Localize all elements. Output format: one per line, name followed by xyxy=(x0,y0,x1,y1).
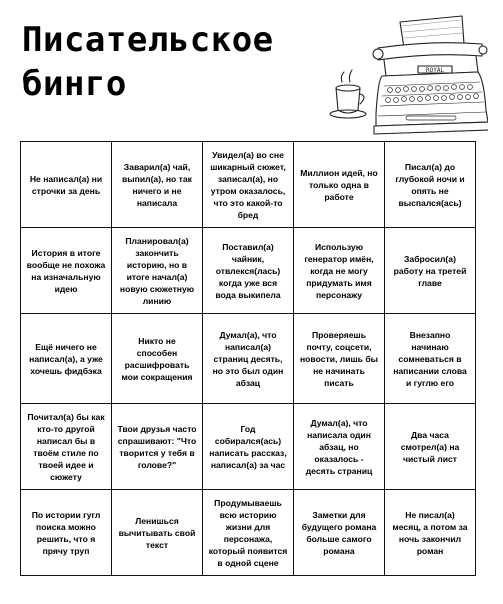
bingo-row xyxy=(21,314,476,404)
bingo-cell[interactable]: Заметки для будущего романа больше самого романа xyxy=(294,490,385,576)
bingo-cell[interactable]: Писал(а) до глубокой ночи и опять не выспался(ась) xyxy=(385,142,476,228)
bingo-row xyxy=(21,404,476,490)
typewriter-illustration xyxy=(318,6,488,140)
bingo-cell[interactable]: Заварил(а) чай, выпил(а), но так ничего и не написала xyxy=(112,142,203,228)
bingo-cell[interactable]: Твои друзья часто спрашивают: "Что творится у тебя в голове?" xyxy=(112,404,203,490)
title-line-2: бинго xyxy=(22,64,127,104)
bingo-cell[interactable]: Забросил(а) работу на третей главе xyxy=(385,228,476,314)
bingo-cell[interactable]: Не написал(а) ни строчки за день xyxy=(21,142,112,228)
bingo-row xyxy=(21,228,476,314)
bingo-cell[interactable]: Никто не способен расшифровать мои сокращения xyxy=(112,314,203,404)
coffee-cup-icon xyxy=(330,70,366,118)
bingo-cell[interactable]: Думал(а), что написал(а) страниц десять, но это был один абзац xyxy=(203,314,294,404)
bingo-cell[interactable]: История в итоге вообще не похожа на изначальную идею xyxy=(21,228,112,314)
bingo-cell[interactable]: Не писал(а) месяц, а потом за ночь закончил роман xyxy=(385,490,476,576)
bingo-cell[interactable]: Два часа смотрел(а) на чистый лист xyxy=(385,404,476,490)
bingo-cell[interactable]: Год собирался(ась) написать рассказ, написал(а) за час xyxy=(203,404,294,490)
bingo-cell[interactable]: Проверяешь почту, соцсети, новости, лишь бы не начинать писать xyxy=(294,314,385,404)
bingo-row xyxy=(21,142,476,228)
bingo-cell[interactable]: Думал(а), что написала один абзац, но оказалось - десять страниц xyxy=(294,404,385,490)
bingo-grid xyxy=(20,141,476,576)
bingo-cell[interactable]: Продумываешь всю историю жизни для персонажа, который появится в одной сцене xyxy=(203,490,294,576)
typewriter-brand: ROYAL xyxy=(426,67,445,74)
bingo-cell[interactable]: Ещё ничего не написал(а), а уже хочешь фидбэка xyxy=(21,314,112,404)
title-line-1: Писательское xyxy=(22,20,274,60)
bingo-cell[interactable]: Планировал(а) закончить историю, но в итоге начал(а) новую сюжетную линию xyxy=(112,228,203,314)
bingo-cell[interactable]: Ленишься вычитывать свой текст xyxy=(112,490,203,576)
bingo-cell[interactable]: Использую генератор имён, когда не могу придумать имя персонажу xyxy=(294,228,385,314)
bingo-cell[interactable]: Увидел(а) во сне шикарный сюжет, записал(а), но утром оказалось, что это какой-то бред xyxy=(203,142,294,228)
bingo-cell[interactable]: Внезапно начинаю сомневаться в написании слова и гуглю его xyxy=(385,314,476,404)
bingo-cell[interactable]: По истории гугл поиска можно решить, что я прячу труп xyxy=(21,490,112,576)
page-title xyxy=(22,18,322,106)
bingo-cell[interactable]: Поставил(а) чайник, отвлекся(лась) когда уже вся вода выкипела xyxy=(203,228,294,314)
bingo-cell[interactable]: Миллион идей, но только одна в работе xyxy=(294,142,385,228)
bingo-cell[interactable]: Почитал(а) бы как кто-то другой написал бы в твоём стиле по твоей идее и сюжету xyxy=(21,404,112,490)
bingo-row xyxy=(21,490,476,576)
